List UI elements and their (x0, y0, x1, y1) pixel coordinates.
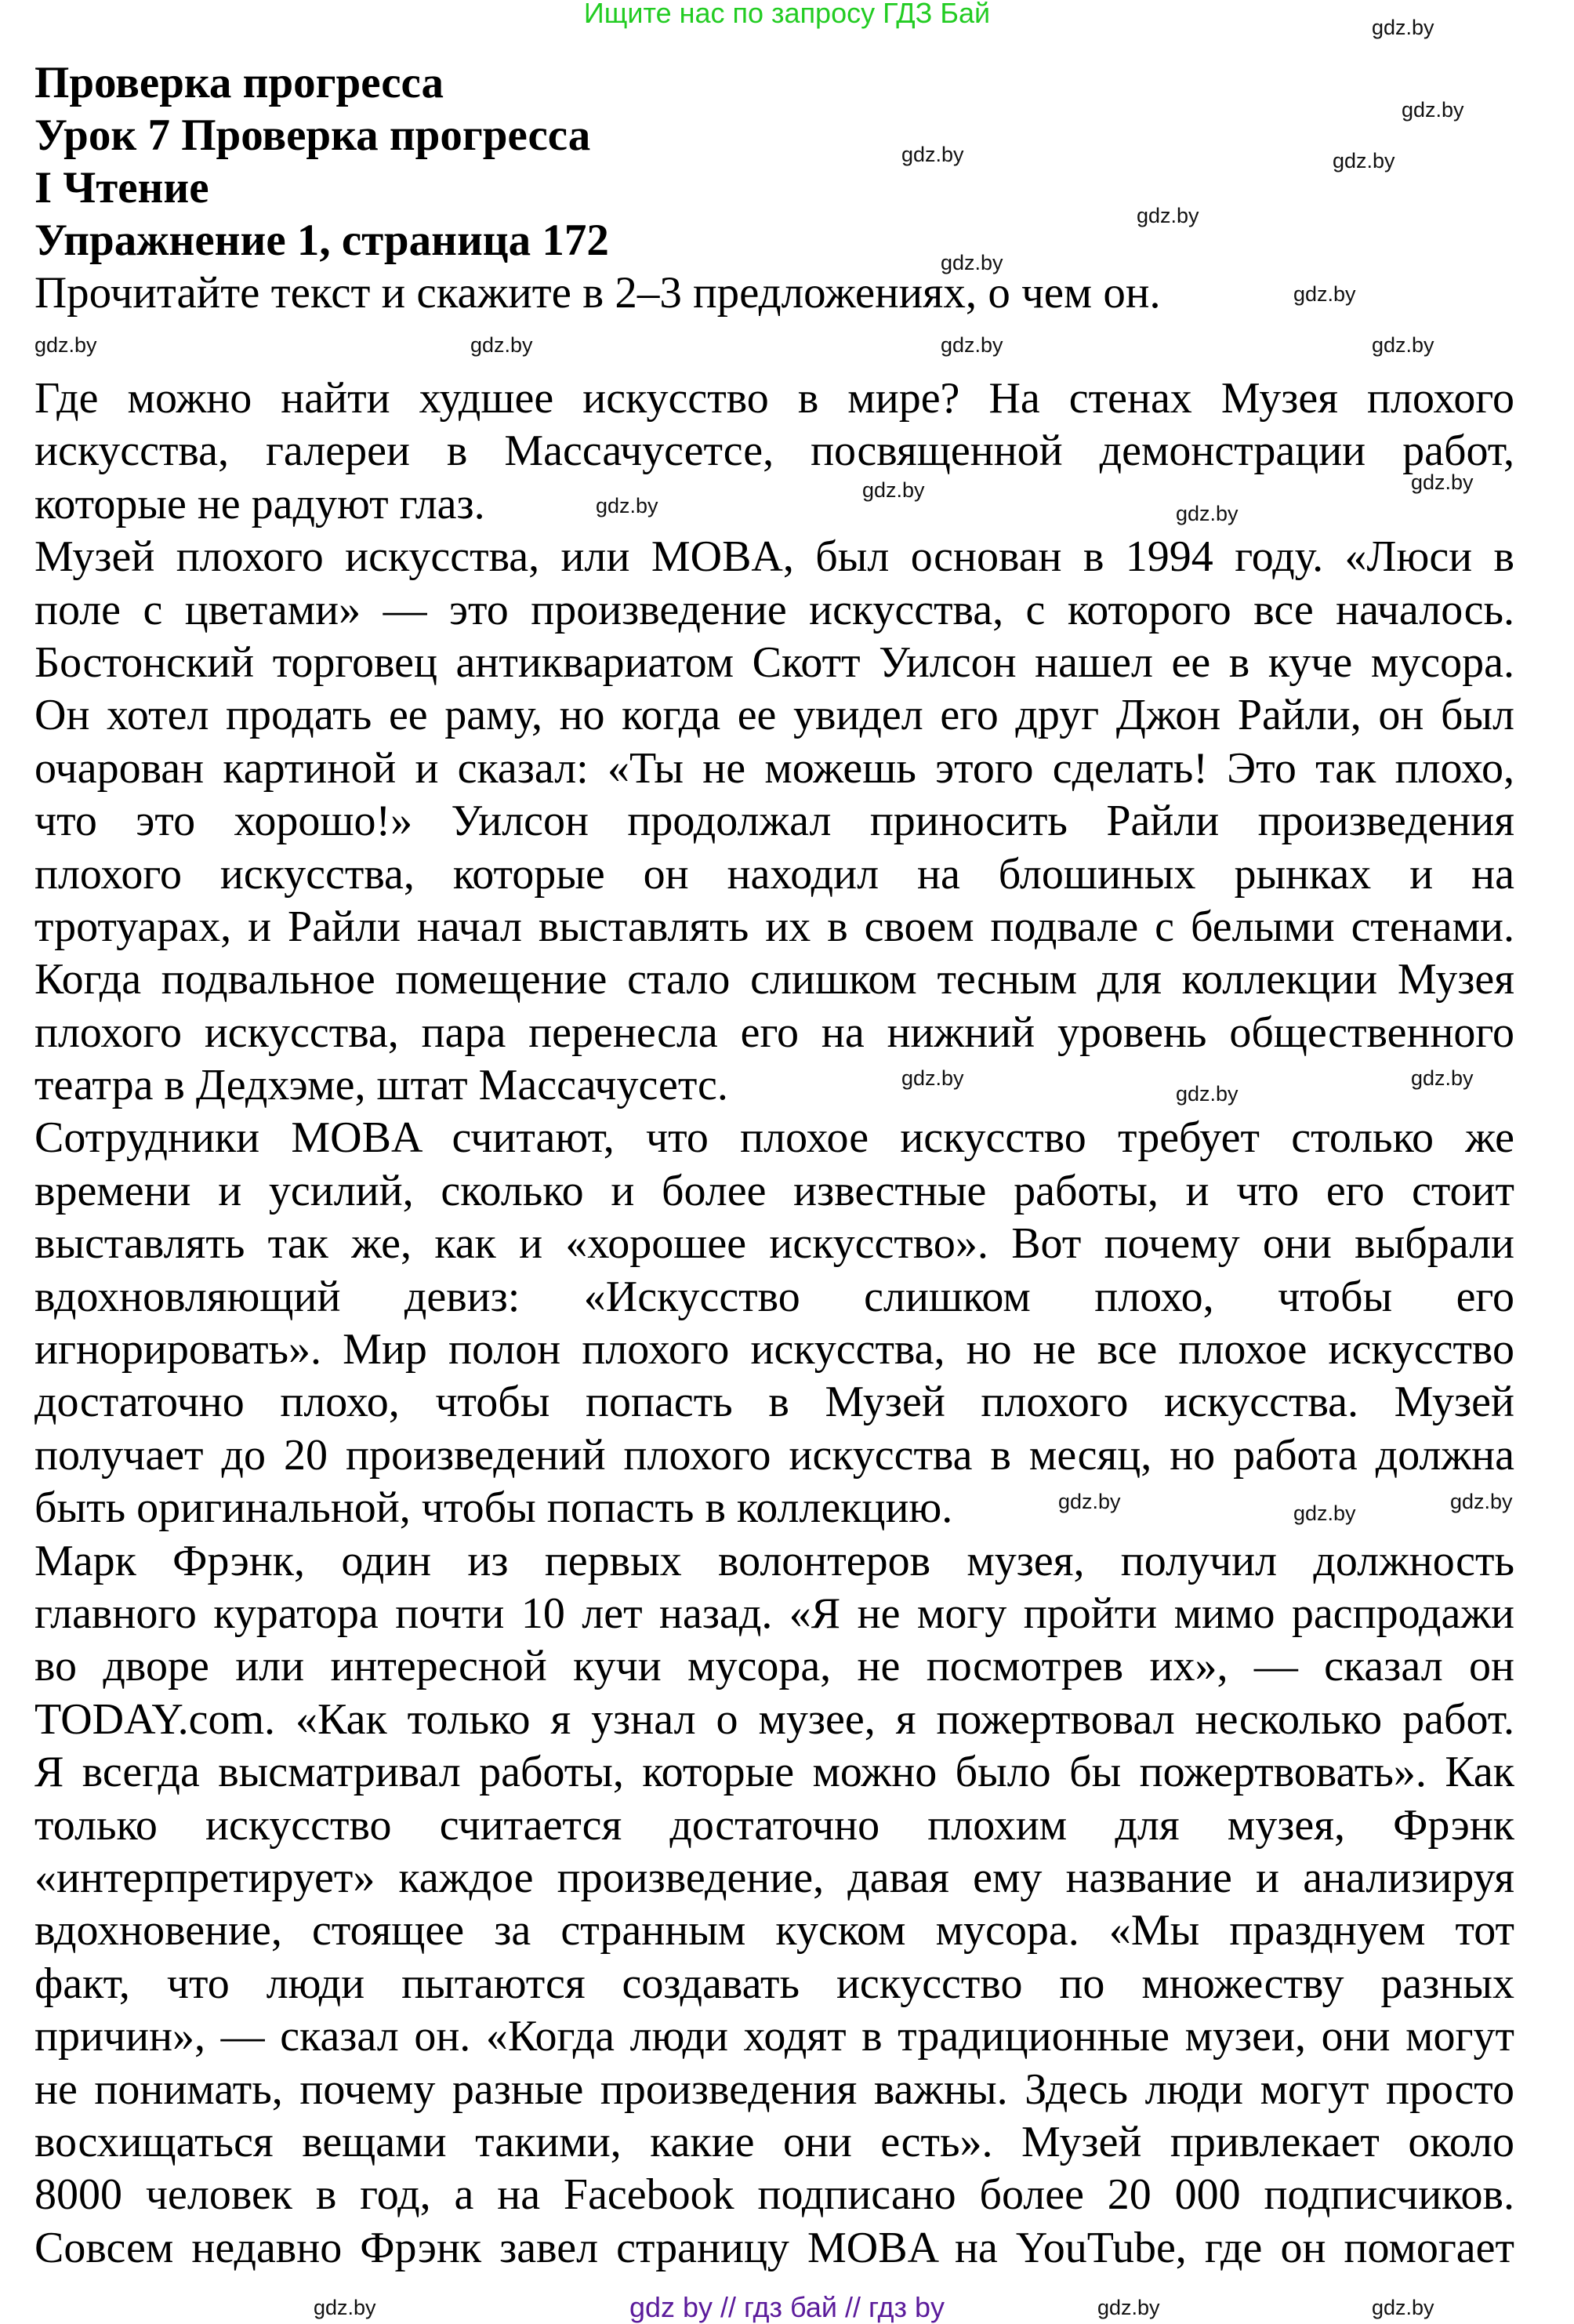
watermark: gdz.by (596, 494, 658, 517)
text-line: во дворе или интересной кучи мусора, не посмотрев их», — сказал он (34, 1642, 1514, 1691)
text-line: причин», — сказал он. «Когда люди ходят в традиционные музеи, они могут (34, 2012, 1514, 2061)
text-line: Когда подвальное помещение стало слишком тесным для коллекции Музея (34, 955, 1514, 1004)
text-line: игнорировать». Мир полон плохого искусства, но не все плохое искусство (34, 1325, 1514, 1374)
text-line: «интерпретирует» каждое произведение, давая ему название и анализируя (34, 1853, 1514, 1902)
text-line: получает до 20 произведений плохого искусства в месяц, но работа должна (34, 1430, 1514, 1480)
watermark: gdz.by (1176, 1082, 1239, 1106)
text-line: не понимать, почему разные произведения важны. Здесь люди могут просто (34, 2064, 1514, 2114)
text-line: 8000 человек в год, а на Facebook подписано более 20 000 подписчиков. (34, 2170, 1514, 2220)
watermark: gdz.by (862, 478, 925, 502)
watermark: gdz.by (1372, 333, 1434, 357)
watermark: gdz.by (901, 143, 964, 166)
watermark: gdz.by (941, 333, 1003, 357)
search-banner[interactable]: Ищите нас по запросу ГДЗ Бай (583, 0, 991, 29)
watermark: gdz.by (470, 333, 533, 357)
lesson-title: Урок 7 Проверка прогресса (34, 111, 591, 160)
footer-links[interactable]: gdz by // гдз бай // гдз by (629, 2291, 945, 2323)
text-line: восхищаться вещами такими, какие они есть». Музей привлекает около (34, 2117, 1514, 2166)
text-line: которые не радуют глаз. (34, 479, 485, 528)
text-line: поле с цветами» — это произведение искусства, с которого все началось. (34, 585, 1514, 634)
text-line: очарован картиной и сказал: «Ты не можешь этого сделать! Это так плохо, (34, 743, 1514, 793)
text-line: тротуарах, и Райли начал выставлять их в своем подвале с белыми стенами. (34, 902, 1514, 951)
watermark: gdz.by (1411, 1066, 1474, 1090)
text-line: времени и усилий, сколько и более известные работы, и что его стоит (34, 1166, 1514, 1215)
watermark: gdz.by (1293, 282, 1356, 306)
section-title: Проверка прогресса (34, 58, 444, 107)
watermark: gdz.by (1097, 2296, 1160, 2319)
exercise-title: Упражнение 1, страница 172 (34, 216, 609, 265)
text-line: искусства, галереи в Массачусетсе, посвященной демонстрации работ, (34, 427, 1514, 476)
text-line: Он хотел продать ее раму, но когда ее увидел его друг Джон Райли, он был (34, 691, 1514, 740)
text-line: быть оригинальной, чтобы попасть в коллекцию. (34, 1483, 953, 1533)
text-line: театра в Дедхэме, штат Массачусетс. (34, 1061, 728, 1110)
watermark: gdz.by (1450, 1490, 1513, 1513)
text-line: вдохновение, стоящее за странным куском мусора. «Мы празднуем тот (34, 1906, 1514, 1955)
exercise-instruction: Прочитайте текст и скажите в 2–3 предложениях, о чем он. (34, 268, 1161, 318)
text-line: выставлять так же, как и «хорошее искусство». Вот почему они выбрали (34, 1219, 1514, 1269)
text-line: Сотрудники MOBA считают, что плохое искусство требует столько же (34, 1113, 1514, 1163)
text-line: Совсем недавно Фрэнк завел страницу MOBA на YouTube, где он помогает (34, 2223, 1514, 2272)
watermark: gdz.by (1372, 2296, 1434, 2319)
watermark: gdz.by (1372, 16, 1434, 39)
text-line: только искусство считается достаточно плохим для музея, Фрэнк (34, 1800, 1514, 1850)
watermark: gdz.by (1058, 1490, 1121, 1513)
watermark: gdz.by (941, 251, 1003, 274)
watermark: gdz.by (1402, 98, 1464, 122)
text-line: Музей плохого искусства, или MOBA, был основан в 1994 году. «Люси в (34, 532, 1514, 582)
watermark: gdz.by (1293, 1502, 1356, 1525)
text-line: что это хорошо!» Уилсон продолжал приносить Райли произведения (34, 797, 1514, 846)
text-line: Марк Фрэнк, один из первых волонтеров музея, получил должность (34, 1536, 1514, 1585)
watermark: gdz.by (1333, 149, 1395, 172)
text-line: Где можно найти худшее искусство в мире? На стенах Музея плохого (34, 374, 1514, 423)
text-line: плохого искусства, которые он находил на блошиных рынках и на (34, 849, 1514, 899)
text-line: вдохновляющий девиз: «Искусство слишком плохо, чтобы его (34, 1272, 1514, 1321)
text-line: факт, что люди пытаются создавать искусство по множеству разных (34, 1959, 1514, 2008)
text-line: достаточно плохо, чтобы попасть в Музей плохого искусства. Музей (34, 1378, 1514, 1427)
text-line: главного куратора почти 10 лет назад. «Я не могу пройти мимо распродажи (34, 1589, 1514, 1638)
watermark: gdz.by (901, 1066, 964, 1090)
text-line: Я всегда высматривал работы, которые можно было бы пожертвовать». Как (34, 1748, 1514, 1797)
text-line: Бостонский торговец антиквариатом Скотт Уилсон нашел ее в куче мусора. (34, 637, 1514, 687)
watermark: gdz.by (1411, 470, 1474, 494)
watermark: gdz.by (1137, 204, 1199, 227)
text-line: TODAY.com. «Как только я узнал о музее, я пожертвовал несколько работ. (34, 1694, 1514, 1744)
text-line: плохого искусства, пара перенесла его на нижний уровень общественного (34, 1008, 1514, 1057)
reading-text (34, 372, 1514, 2275)
watermark: gdz.by (34, 333, 97, 357)
watermark: gdz.by (1176, 502, 1239, 525)
subsection-title: I Чтение (34, 163, 209, 212)
watermark: gdz.by (314, 2296, 376, 2319)
